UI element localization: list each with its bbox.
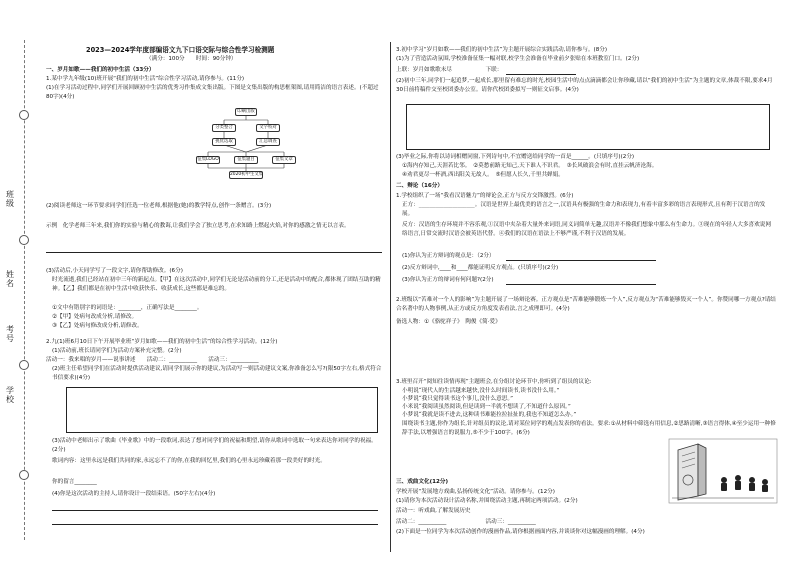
sub-question: (4)你是这次活动的主持人,请你设计一段结束语。(50字左右)(4分)	[52, 491, 216, 497]
answer-line[interactable]	[46, 252, 382, 253]
activity-item: 活动一：听戏曲,了解发展历史	[396, 508, 471, 514]
answer-box[interactable]	[406, 104, 770, 150]
binding-margin	[0, 0, 36, 561]
answer-prompt: 你的留言________	[52, 479, 97, 485]
sub-question: (3)你认为正方的辩词有何问题?(2分)	[402, 277, 494, 283]
flow-node: 征集文章	[272, 156, 296, 164]
section-heading-3: 三、戏曲文化(12分)	[396, 479, 449, 485]
sub-question: ①文中有错别字的词语是：________，正确写法是________。	[52, 305, 203, 311]
question-text: 2.班级以“苦难对一个人的影响”为主题开展了一场辩论赛。正方观点是“苦难能够锻炼一个人”,反方观点为“苦难能够毁灭一个人”。你赞同哪一方观点?请结合名著中的人物事例,从正方或反方角度发表看法,言之成理即可。(4分)	[396, 297, 776, 312]
sub-question: 围绕读书主题,你作为组长,针对组员的议论,请对某位同学的观点发表你的看法。要求:①从材料中筛选有用信息,②思路清晰,③语言得体,④至少运用一种修辞手法,以增强语言的说服力,⑤不少于100字。(6分)	[402, 421, 776, 436]
sub-question: ②【甲】处病句改成分析,请修改。	[52, 314, 138, 320]
options: ①海内存知己,天涯若比邻。 ②莫愁前路无知己,天下谁人不识君。 ③长风破浪会有时,直挂云帆济沧海。	[402, 163, 658, 169]
flow-node: 文字校对	[256, 124, 280, 132]
debate-text: 正方：____________________。汉语是世界上最优美的语言之一,汉语具有极强的生命力和表现力,有着丰富多彩的语言表现形式,且有利于汉语言的发展。	[402, 202, 766, 217]
answer-line[interactable]	[506, 284, 656, 285]
right-column	[396, 0, 780, 561]
question-text: 学校开展“发展地方戏曲,弘扬传统文化”活动。请你参与。(12分)	[396, 489, 555, 495]
lyric-text: 歌词内容：这里永远是我们共同的家,永远忘不了的你,在我的回忆里,我们的心里永远珍藏着那一段美好的时光。	[52, 458, 326, 464]
sub-question: (1)请你为本次活动设计活动名称,并围绕活动主题,再制定两项活动。(2分)	[396, 498, 578, 504]
couplet: 上联：岁月如歌歌未尽 下联：	[396, 67, 503, 73]
flow-node-bottom: 2020初中生文集	[230, 172, 264, 177]
question-text: 1.某中学九年级(10)班开展“我们的初中生活”综合性学习活动,请你参与。(11分)	[46, 76, 245, 82]
exam-meta: （满分：100分 时间：90分钟）	[146, 56, 237, 62]
book-options: 备选人物：①《骆驼祥子》 陶俊《简·爱》	[396, 319, 501, 325]
binding-label-school: 学校	[6, 386, 14, 404]
discussion-line: 小梦说“我就是读不进去,这种读书难能拉拉扯扯的,我也不知道怎么办。”	[402, 412, 577, 418]
discussion-line: 小米说“我阅读虽然阅读,但是读到一半就不想读了,不知道什么原因。”	[402, 404, 571, 410]
flow-node: 征集LOGO	[197, 157, 219, 162]
discussion-line: 小明说“现代人的生活越来越快,没什么时间读书,读书没什么用。”	[402, 388, 560, 394]
sub-question: (1)活动前,班长请同学们为活动方案补充完整。(2分)	[52, 348, 182, 354]
answer-line[interactable]	[52, 510, 378, 511]
activity-list: 活动一：我来唱的岁月——说事讲述 活动二：__________ 活动三：__________	[46, 357, 259, 363]
question-text: (3)活动后,小天同学写了一段文字,请你帮助修改。(6分)	[46, 268, 183, 274]
answer-line[interactable]	[506, 74, 576, 75]
binding-hole	[19, 360, 29, 370]
exam-title: 2023—2024学年度部编语文九下口语交际与综合性学习检测题	[86, 46, 275, 54]
question-text: 1.学校组织了一场“我看汉语魅力”的辩论会,正方与反方交锋激烈。(6分)	[396, 193, 574, 199]
example-text: 示例 化学老师三年来,我们你的实验与精心的教诲,让我们学会了独立思考,在求知路上燃起火焰,对你的感激之情无以言表。	[46, 223, 350, 229]
flow-node-root: 印刷出版	[235, 108, 257, 116]
binding-hole	[19, 470, 29, 480]
flow-node: 征集题目	[234, 156, 258, 164]
section-heading-2: 二、辩论（16分）	[396, 183, 443, 189]
sub-question: (3)活动中老师出示了歌曲《毕业歌》中的一段歌词,表达了想对同学们的祝福和期望,请你从歌词中选取一句来表达你对同学的祝福。(2分)	[52, 438, 377, 453]
section-heading-1: 一、岁月如歌——我们的初中生活（33分）	[46, 67, 155, 73]
binding-label-number: 考号	[6, 325, 14, 343]
sub-question: (2)班主任希望同学们在活动时提供活动建议,请同学们展示你的建议,为活动写一则活动建议文案,你准备怎么写?(限50字左右,格式符合书信要求)(4分)	[52, 366, 382, 381]
sub-question: (1)为了营造活动氛围,学校准备征集一幅对联,校学生会准备在毕业前夕张贴在本班教室门口。(2分)	[396, 56, 640, 62]
sub-question: (2)反方辩词中,____和____都能证明反方观点。(只填序号)(2分)	[402, 265, 559, 271]
question-text: 3.初中学习“岁月如歌——我们的初中生活”为主题开展综合实践活动,请你参与。(8分)	[396, 47, 608, 53]
answer-box[interactable]	[66, 387, 378, 433]
flow-node: 汇总调查	[256, 138, 280, 146]
answer-line[interactable]	[506, 260, 656, 261]
answer-line[interactable]	[52, 524, 378, 525]
column-divider	[390, 42, 391, 552]
flow-node: 挑优选取	[212, 138, 236, 146]
activity-item: 活动二：__________ 活动三：__________	[396, 519, 536, 525]
flow-node: 分类整合	[212, 124, 236, 132]
binding-label-class: 班级	[6, 190, 14, 208]
options: ④劝君更尽一杯酒,西出阳关无故人。 ⑤但愿人长久,千里共婵娟。	[402, 172, 564, 178]
question-text: 3.班里召开“阅知往读情再现”主题班会,在分组讨论环节中,你听到了组员的议论:	[396, 379, 592, 385]
question-text: 2.九(1)班6月10日下午开展毕业班“岁月如歌——我们的初中生活”的综合性学习活动。(12分)	[46, 339, 278, 345]
binding-hole	[19, 110, 29, 120]
debate-text: 反方：汉语的生存环境并不容乐观,①汉语中夹杂着大量外来词语,同义词简单无趣,汉语并不像我们想象中那么有生命力。③现在的年轻人大多喜欢说网络语言,日常交流时汉语会被英语代替。④我们的汉语在语法上不够严谨,不利于汉语的发展。	[402, 222, 771, 237]
discussion-line: 小梦说“我只觉得读书这个事儿,没什么意思。”	[402, 396, 513, 402]
left-column	[46, 0, 386, 561]
sub-question: (3)毕业之际,你将以诗词相赠同窗,下列诗句中,不宜赠送给同学的一首是______。(只填序号)(2分)	[396, 154, 635, 160]
question-text: (1)在学习活动过程中,同学们开展回顾初中生活的优秀习作集成文集出版。下图是文集出版的构思框架图,请用简洁的语言表述。(不超过80字)(4分)	[46, 85, 379, 100]
question-text: (2)阅读老师这一环节要求同学们任选一位老师,根据他(她)的教学特点,创作一条赠言。(3分)	[46, 203, 272, 209]
binding-label-name: 姓名	[6, 270, 14, 288]
sub-question: (2)初中三年,同学们一起追梦,一起成长,那里留有难忘的时光,校园生活中的点点滴滴都会让你珍藏,请以“我们的初中生活”为主题的文章,体裁不限,要求4月30日前将稿件交至校团委办公室。请你代校团委拟写一则征文启事。(4分)	[396, 78, 773, 93]
binding-hole	[19, 235, 29, 245]
sub-question: ③【乙】处病句修改成分析,请修改。	[52, 323, 143, 329]
passage-text: 时光流逝,我们已经站在初中三年的新起点。【甲】在这次活动中,同学们无论是活动前的分工,还是活动中的配合,都体现了团结互助的精神。【乙】我们都是在初中生活中收获快乐、收获成长,这些都是难忘的。	[52, 277, 381, 292]
sub-question: (1)你认为正方辩词的观点是：（2分）	[402, 253, 495, 259]
opera-cartoon-image	[668, 438, 778, 504]
sub-question: (2)下面是一位同学为本次活动创作的漫画作品,请你根据画面内容,并谈谈你对这幅漫画的理解。(4分)	[396, 529, 645, 535]
